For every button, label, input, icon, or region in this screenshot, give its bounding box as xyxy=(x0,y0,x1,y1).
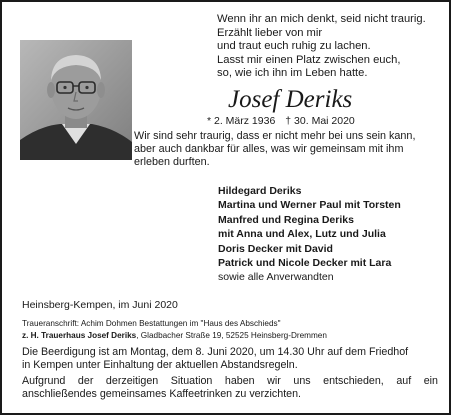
message-line: aber auch dankbar für alles, was wir gemeinsam mit ihm xyxy=(134,143,404,155)
mourner-line: Patrick und Nicole Decker mit Lara xyxy=(218,257,392,270)
portrait-photo xyxy=(20,40,132,160)
address-line: Traueranschrift: Achim Dohmen Bestattungen im "Haus des Abschieds" xyxy=(22,319,281,328)
mourner-line: mit Anna und Alex, Lutz und Julia xyxy=(218,228,386,241)
message-line: erleben durften. xyxy=(134,156,210,168)
mourners-list xyxy=(218,184,448,285)
birth-date: * 2. März 1936 xyxy=(207,115,276,127)
funeral-paragraph xyxy=(22,346,438,372)
mourner-line: Hildegard Deriks xyxy=(218,185,302,197)
poem-line: und traut euch ruhig zu lachen. xyxy=(217,40,371,52)
poem-line: so, wie ich ihn im Leben hatte. xyxy=(217,67,368,79)
funeral-line: in Kempen unter Einhaltung der aktuellen Abstandsregeln. xyxy=(22,359,298,371)
mourner-line: Martina und Werner Paul mit Torsten xyxy=(218,199,401,212)
mourner-line: Doris Decker mit David xyxy=(218,242,333,255)
address-street: , Gladbacher Straße 19, 52525 Heinsberg-Dremmen xyxy=(136,330,327,340)
coffee-line: anschließendes gemeinsames Kaffeetrinken zu verzichten. xyxy=(22,388,302,400)
poem-line: Lasst mir einen Platz zwischen euch, xyxy=(217,53,401,66)
place-and-date: Heinsberg-Kempen, im Juni 2020 xyxy=(22,299,178,311)
death-date: † 30. Mai 2020 xyxy=(285,115,355,127)
mourning-address xyxy=(22,318,327,341)
poem-line: Wenn ihr an mich denkt, seid nicht traurig. xyxy=(217,13,426,25)
portrait-illustration xyxy=(20,40,132,160)
coffee-paragraph xyxy=(22,375,438,401)
poem xyxy=(217,13,447,81)
deceased-name: Josef Deriks xyxy=(228,86,353,113)
coffee-line: Aufgrund der derzeitigen Situation haben wir uns entschieden, auf ein xyxy=(22,375,438,387)
funeral-line: Die Beerdigung ist am Montag, dem 8. Juni 2020, um 14.30 Uhr auf dem Friedhof xyxy=(22,346,409,358)
mourning-message xyxy=(134,130,446,169)
address-line xyxy=(22,330,327,342)
mourner-line: Manfred und Regina Deriks xyxy=(218,213,354,226)
poem-line: Erzählt lieber von mir xyxy=(217,26,323,39)
funeral-information xyxy=(22,346,438,401)
address-household: z. H. Trauerhaus Josef Deriks xyxy=(22,330,137,340)
message-line: Wir sind sehr traurig, dass er nicht mehr bei uns sein kann, xyxy=(134,130,416,142)
mourners-closing: sowie alle Anverwandten xyxy=(218,271,334,284)
life-dates xyxy=(207,115,355,127)
